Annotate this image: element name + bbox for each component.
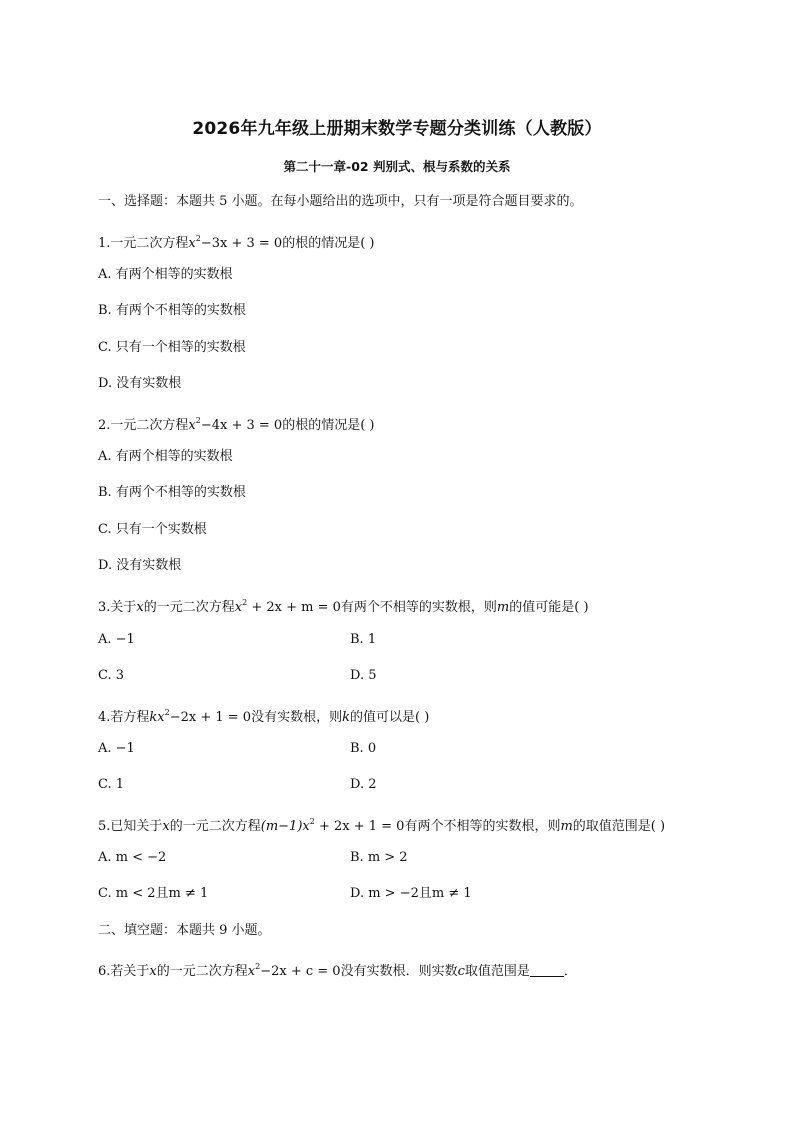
q5-options-row-1 (98, 849, 408, 867)
q1-option-a: A. 有两个相等的实数根 (98, 267, 233, 282)
q2-suffix: 的根的情况是( ) (282, 418, 375, 433)
q4-option-c: C. 1 (98, 777, 125, 792)
q3-var-x: x (136, 600, 144, 615)
q4-option-a: A. −1 (98, 741, 135, 756)
q5-option-a: A. m < −2 (98, 850, 167, 865)
q6-end: ． (563, 964, 577, 979)
question-2 (98, 412, 374, 435)
q1-option-c: C. 只有一个相等的实数根 (98, 340, 246, 355)
q4-options-row-2 (98, 776, 377, 794)
q3-option-c: C. 3 (98, 668, 125, 683)
q5-exp: 2 (309, 817, 315, 826)
q4-var-k: k (342, 710, 350, 725)
q5-option-c: C. m < 2且m ≠ 1 (98, 886, 209, 901)
question-6 (98, 958, 577, 981)
q2-var-x: x (188, 418, 196, 433)
q3-prefix: 3.关于 (98, 600, 137, 615)
q2-option-c: C. 只有一个实数根 (98, 522, 207, 537)
q1-option-d: D. 没有实数根 (98, 376, 182, 391)
question-4 (98, 704, 429, 727)
q3-mid2: 有两个不相等的实数根，则 (340, 600, 497, 615)
q5-var-x: x (162, 819, 170, 834)
q4-exp: 2 (164, 708, 170, 717)
q2-option-a: A. 有两个相等的实数根 (98, 449, 233, 464)
q2-option-b: B. 有两个不相等的实数根 (98, 485, 246, 500)
q3-suffix: 的值可能是( ) (509, 600, 589, 615)
question-5 (98, 813, 665, 836)
q4-option-d: D. 2 (350, 777, 377, 792)
q5-option-b: B. m > 2 (350, 850, 408, 865)
q1-var-x: x (188, 236, 196, 251)
q3-exp: 2 (242, 598, 248, 607)
q5-prefix: 5.已知关于 (98, 819, 163, 834)
q5-mid1: 的一元二次方程 (169, 819, 261, 834)
answer-blank (530, 964, 564, 977)
q6-var-c: c (457, 964, 465, 979)
q6-suffix: 取值范围是 (464, 964, 530, 979)
q6-eq-rest: −2x + c = 0 (260, 964, 341, 979)
q6-prefix: 6.若关于 (98, 964, 150, 979)
q5-suffix: 的取值范围是( ) (572, 819, 666, 834)
q1-exp: 2 (195, 234, 201, 243)
q1-eq-rest: −3x + 3 = 0 (200, 236, 283, 251)
q4-eq-lead: kx (149, 710, 165, 725)
page-title: 2026年九年级上册期末数学专题分类训练（人教版） (192, 119, 602, 139)
q3-option-b: B. 1 (350, 632, 377, 647)
q5-mid2: 有两个不相等的实数根，则 (404, 819, 561, 834)
q1-prefix: 1.一元二次方程 (98, 236, 189, 251)
q4-option-b: B. 0 (350, 741, 377, 756)
question-3 (98, 594, 589, 617)
section-choice-heading: 一、选择题：本题共 5 小题。在每小题给出的选项中，只有一项是符合题目要求的。 (98, 194, 583, 209)
q6-mid2: 没有实数根．则实数 (340, 964, 458, 979)
q4-eq-rest: −2x + 1 = 0 (169, 710, 252, 725)
q4-prefix: 4.若方程 (98, 710, 150, 725)
q3-options-row-1 (98, 631, 377, 649)
q3-option-a: A. −1 (98, 632, 135, 647)
q2-prefix: 2.一元二次方程 (98, 418, 189, 433)
q3-mid1: 的一元二次方程 (143, 600, 235, 615)
q1-suffix: 的根的情况是( ) (282, 236, 375, 251)
question-1 (98, 230, 374, 253)
q5-option-d: D. m > −2且m ≠ 1 (350, 886, 472, 901)
q6-exp: 2 (255, 962, 261, 971)
q4-suffix: 的值可以是( ) (349, 710, 430, 725)
page-subtitle: 第二十一章-02 判别式、根与系数的关系 (283, 159, 511, 174)
q5-eq-lead: (m−1)x (260, 819, 310, 834)
section-fill-heading: 二、填空题：本题共 9 小题。 (98, 923, 271, 938)
q6-eq-x: x (247, 964, 256, 979)
q5-eq-rest: + 2x + 1 = 0 (314, 819, 405, 834)
q6-var-x: x (149, 964, 157, 979)
q3-var-m: m (496, 600, 510, 615)
q3-eq-x: x (234, 600, 243, 615)
q2-exp: 2 (195, 416, 201, 425)
q5-var-m: m (560, 819, 573, 834)
q5-options-row-2 (98, 885, 472, 903)
q6-mid1: 的一元二次方程 (156, 964, 248, 979)
q3-options-row-2 (98, 667, 377, 685)
q3-option-d: D. 5 (350, 668, 377, 683)
q4-mid: 没有实数根，则 (251, 710, 343, 725)
q4-options-row-1 (98, 740, 377, 758)
q2-option-d: D. 没有实数根 (98, 558, 182, 573)
q2-eq-rest: −4x + 3 = 0 (200, 418, 283, 433)
q3-eq-rest: + 2x + m = 0 (247, 600, 341, 615)
q1-option-b: B. 有两个不相等的实数根 (98, 303, 246, 318)
